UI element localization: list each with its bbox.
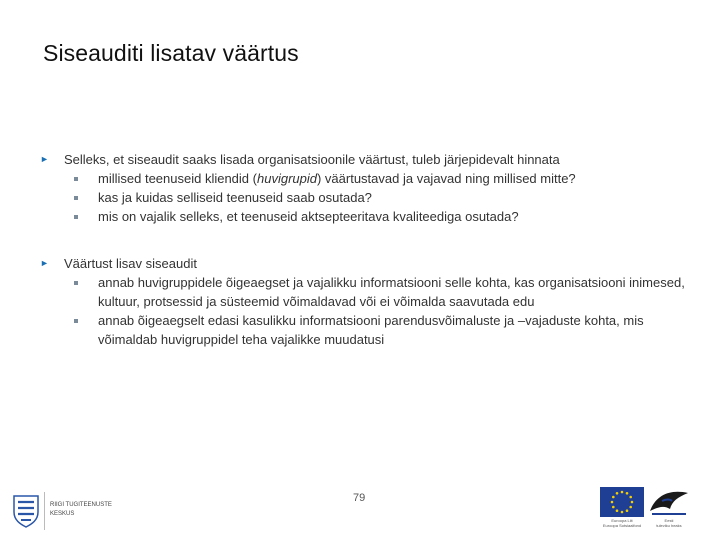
page-title: Siseauditi lisatav väärtus xyxy=(43,40,299,66)
bullet-2-sub-2-text: annab õigeaegselt edasi kasulikku informatsiooni parendusvõimaluste ja –vajaduste kohta, mis võimaldab huvigruppidel teha vajalikke muudatusi xyxy=(98,313,644,347)
bullet-1-sub-3 xyxy=(64,207,700,226)
bullet-1-sub-2 xyxy=(64,188,700,207)
rtk-logo-line-1: RIIGI TUGITEENUSTE xyxy=(50,502,112,508)
eu-caption-line-1: Euroopa Liit xyxy=(611,518,633,523)
esf-caption xyxy=(648,518,690,528)
rtk-logo xyxy=(10,492,120,532)
eu-caption xyxy=(598,518,646,528)
bullet-1 xyxy=(40,150,700,226)
bullet-2-sub-2 xyxy=(64,311,700,349)
bullet-1-sub-1-after: ) väärtustavad ja vajavad ning millised mitte? xyxy=(316,171,576,186)
bullet-1-sub-3-text: mis on vajalik selleks, et teenuseid aktsepteeritava kvaliteediga osutada? xyxy=(98,209,519,224)
bullet-1-text: Selleks, et siseaudit saaks lisada organisatsioonile väärtust, tuleb järjepidevalt hinnata xyxy=(64,152,560,167)
bullet-2-text: Väärtust lisav siseaudit xyxy=(64,256,197,271)
bullet-1-sub-1-italic: huvigrupid xyxy=(256,171,317,186)
esf-caption-line-2: tuleviku heaks xyxy=(656,523,682,528)
logo-divider xyxy=(44,492,45,530)
esf-logo xyxy=(648,487,690,533)
bullet-2 xyxy=(40,254,700,349)
sub-bullet-square-icon xyxy=(74,281,78,285)
page-number: 79 xyxy=(353,492,366,504)
bullet-triangle-icon: ► xyxy=(40,154,49,164)
bullet-1-sub-2-text: kas ja kuidas selliseid teenuseid saab osutada? xyxy=(98,190,372,205)
sub-bullet-square-icon xyxy=(74,196,78,200)
eu-logo xyxy=(598,487,646,533)
bullet-2-sub-1-text: annab huvigruppidele õigeaegset ja vajalikku informatsiooni selle kohta, kas organisatsiooni inimesed, kultuur, protsessid ja süsteemid võimaldavad või ei võimalda saavutada edu xyxy=(98,275,685,309)
coat-of-arms-icon xyxy=(12,494,40,533)
bullet-triangle-icon: ► xyxy=(40,258,49,268)
rtk-logo-line-2: KESKUS xyxy=(50,511,75,517)
bullet-2-sub-1 xyxy=(64,273,700,311)
bullet-1-sub-1 xyxy=(64,169,700,188)
sub-bullet-square-icon xyxy=(74,319,78,323)
bullet-1-sub-1-before: millised teenuseid kliendid ( xyxy=(98,171,257,186)
sub-bullet-square-icon xyxy=(74,215,78,219)
slide-content xyxy=(40,150,700,349)
eu-caption-line-2: Euroopa Sotsiaalfond xyxy=(602,523,642,528)
sub-bullet-square-icon xyxy=(74,177,78,181)
esf-caption-line-1: Eesti xyxy=(664,518,674,523)
